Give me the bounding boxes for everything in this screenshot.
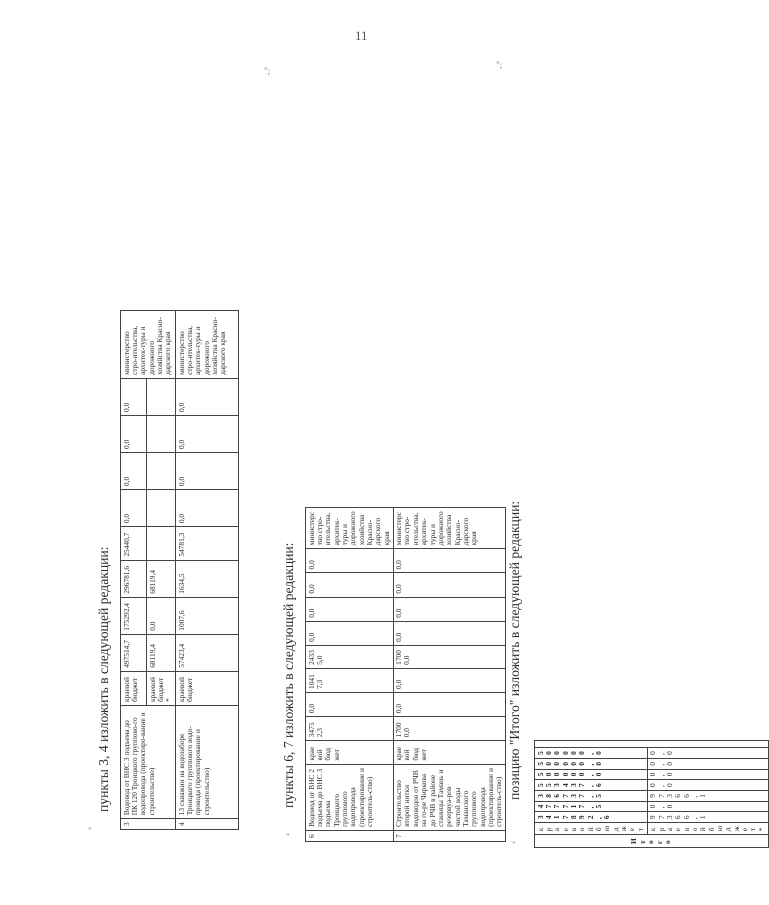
value-cell: 0,0 <box>306 549 394 573</box>
value-cell: 500000,0 <box>535 748 648 759</box>
value-cell: 24335,0 <box>306 645 394 668</box>
value-cell: 0,0 <box>121 453 147 490</box>
close-quote-mark-2: "; <box>496 60 503 70</box>
value-cell: 0,0 <box>393 692 506 716</box>
section2-heading: пункты 6, 7 изложить в следующей редакции: <box>281 542 296 808</box>
value-cell: 497514,7 <box>121 634 147 671</box>
section1-table <box>120 310 239 830</box>
row-number: 3 <box>121 819 176 830</box>
value-cell: 0,0 <box>393 549 506 573</box>
value-cell: 97366,1 <box>647 790 768 801</box>
section1-heading: пункты 3, 4 изложить в следующей редакции: <box>96 546 111 812</box>
object-name: Строительство второй нитки водоводов от РЧВ на го-ре Чиркова до РЧВ в районе станицы Тамань и резервуа-ров чистой воды Таманского группового водопровода (проектирование и строитель-ство) <box>393 764 506 830</box>
value-cell <box>147 453 176 490</box>
value-cell: 54781,3 <box>176 527 239 561</box>
open-quote-mark-2: " <box>286 832 290 842</box>
value-cell: 0,0 <box>647 769 768 780</box>
section3-heading: позицию "Итого" изложить в следующей редакции: <box>507 500 522 800</box>
table-row <box>176 311 239 830</box>
customer: министерство стро-ительства, архитек-туры и дорожного хозяйства Красно-дарского края <box>393 508 506 549</box>
customer: министерство стро-ительства, архитек-туры и дорожного хозяйства Красно-дарского края <box>121 311 176 379</box>
value-cell: 0,0 <box>647 801 768 812</box>
funding-source: краевой бюджет <box>306 741 394 764</box>
value-cell: 0,0 <box>393 621 506 645</box>
value-cell <box>147 378 176 415</box>
value-cell: 97366,1 <box>647 812 768 823</box>
value-cell <box>147 415 176 452</box>
section1-table-wrap <box>120 310 239 830</box>
funding-source: краевой бюджет <box>535 823 648 835</box>
section3-table-wrap <box>534 740 769 848</box>
value-cell: 0,0 <box>121 378 147 415</box>
empty-cell <box>535 741 769 748</box>
value-cell: 10417,3 <box>306 668 394 692</box>
table-row <box>535 741 648 848</box>
funding-source: краевой бюджет <box>393 741 506 764</box>
row-number: 4 <box>176 819 239 830</box>
value-cell: 477717,5 <box>535 801 648 812</box>
value-cell <box>147 527 176 561</box>
funding-source: краевой бюджет* <box>147 671 176 705</box>
total-label: Итого <box>535 835 769 848</box>
value-cell <box>147 490 176 527</box>
value-cell: 0,0 <box>647 758 768 769</box>
value-cell: 175292,4 <box>121 597 147 634</box>
value-cell: 0,0 <box>393 573 506 597</box>
row-number: 7 <box>393 830 506 841</box>
object-name: Водовод от ВНС 3 подъема до ПК 120 Троицкого группово-го водопровода (проектиро-вание и строительство) <box>121 705 176 818</box>
value-cell: 17000,0 <box>393 717 506 741</box>
value-cell: 0,0 <box>306 692 394 716</box>
object-name: 13 скважин на водозаборе Троицкого группового водо-провода (проектирование и строительство) <box>176 705 239 818</box>
section3-table <box>534 740 769 848</box>
customer: министерство стро-ительства, архитек-туры и дорожного хозяйства Красно-дарского края <box>306 508 394 549</box>
value-cell: 500000,0 <box>535 769 648 780</box>
value-cell: 68119,4 <box>147 560 176 597</box>
value-cell: 0,0 <box>393 597 506 621</box>
value-cell: 0,0 <box>306 573 394 597</box>
value-cell: 57423,4 <box>176 634 239 671</box>
value-cell: 34752,3 <box>306 717 394 741</box>
value-cell: 0,0 <box>647 748 768 759</box>
customer: министерство стро-ительства, архитек-туры и дорожного хозяйства Красно-дарского края <box>176 311 239 379</box>
value-cell: 386737,5 <box>535 790 648 801</box>
value-cell: 0,0 <box>121 490 147 527</box>
value-cell: 0,0 <box>393 668 506 692</box>
funding-source: краевой бюджет* <box>647 823 768 835</box>
table-row <box>393 508 506 842</box>
row-number: 6 <box>306 830 394 841</box>
value-cell: 1007,6 <box>176 597 239 634</box>
value-cell: 1634,5 <box>176 560 239 597</box>
value-cell: 3417892,6 <box>535 812 648 823</box>
funding-source: краевой бюджет <box>176 671 239 705</box>
table-row <box>121 311 147 830</box>
value-cell: 0,0 <box>147 597 176 634</box>
value-cell: 17000,0 <box>393 645 506 668</box>
funding-source: краевой бюджет <box>121 671 147 705</box>
open-quote-mark-1: " <box>88 826 92 836</box>
close-quote-mark-1: "; <box>264 66 271 76</box>
value-cell: 296781,6 <box>121 560 147 597</box>
table-row <box>647 741 768 848</box>
value-cell: 0,0 <box>176 415 239 452</box>
value-cell: 0,0 <box>121 415 147 452</box>
value-cell: 0,0 <box>176 453 239 490</box>
value-cell: 0,0 <box>176 378 239 415</box>
open-quote-mark-3: " <box>512 840 516 850</box>
section2-table-wrap <box>305 507 506 842</box>
value-cell: 500000,0 <box>535 758 648 769</box>
value-cell: 68119,4 <box>147 634 176 671</box>
value-cell: 0,0 <box>306 597 394 621</box>
value-cell: 0,0 <box>306 621 394 645</box>
value-cell: 0,0 <box>176 490 239 527</box>
value-cell: 25440,7 <box>121 527 147 561</box>
section2-table <box>305 507 506 842</box>
value-cell: 553437,6 <box>535 780 648 791</box>
page-number: 11 <box>355 28 368 43</box>
value-cell: 0,0 <box>647 780 768 791</box>
object-name: Водовод от ВНС 2 подъема до ВНС 3 подъема Троицкого группового водопровода (проектирование и строитель-ство) <box>306 764 394 830</box>
table-row <box>306 508 394 842</box>
